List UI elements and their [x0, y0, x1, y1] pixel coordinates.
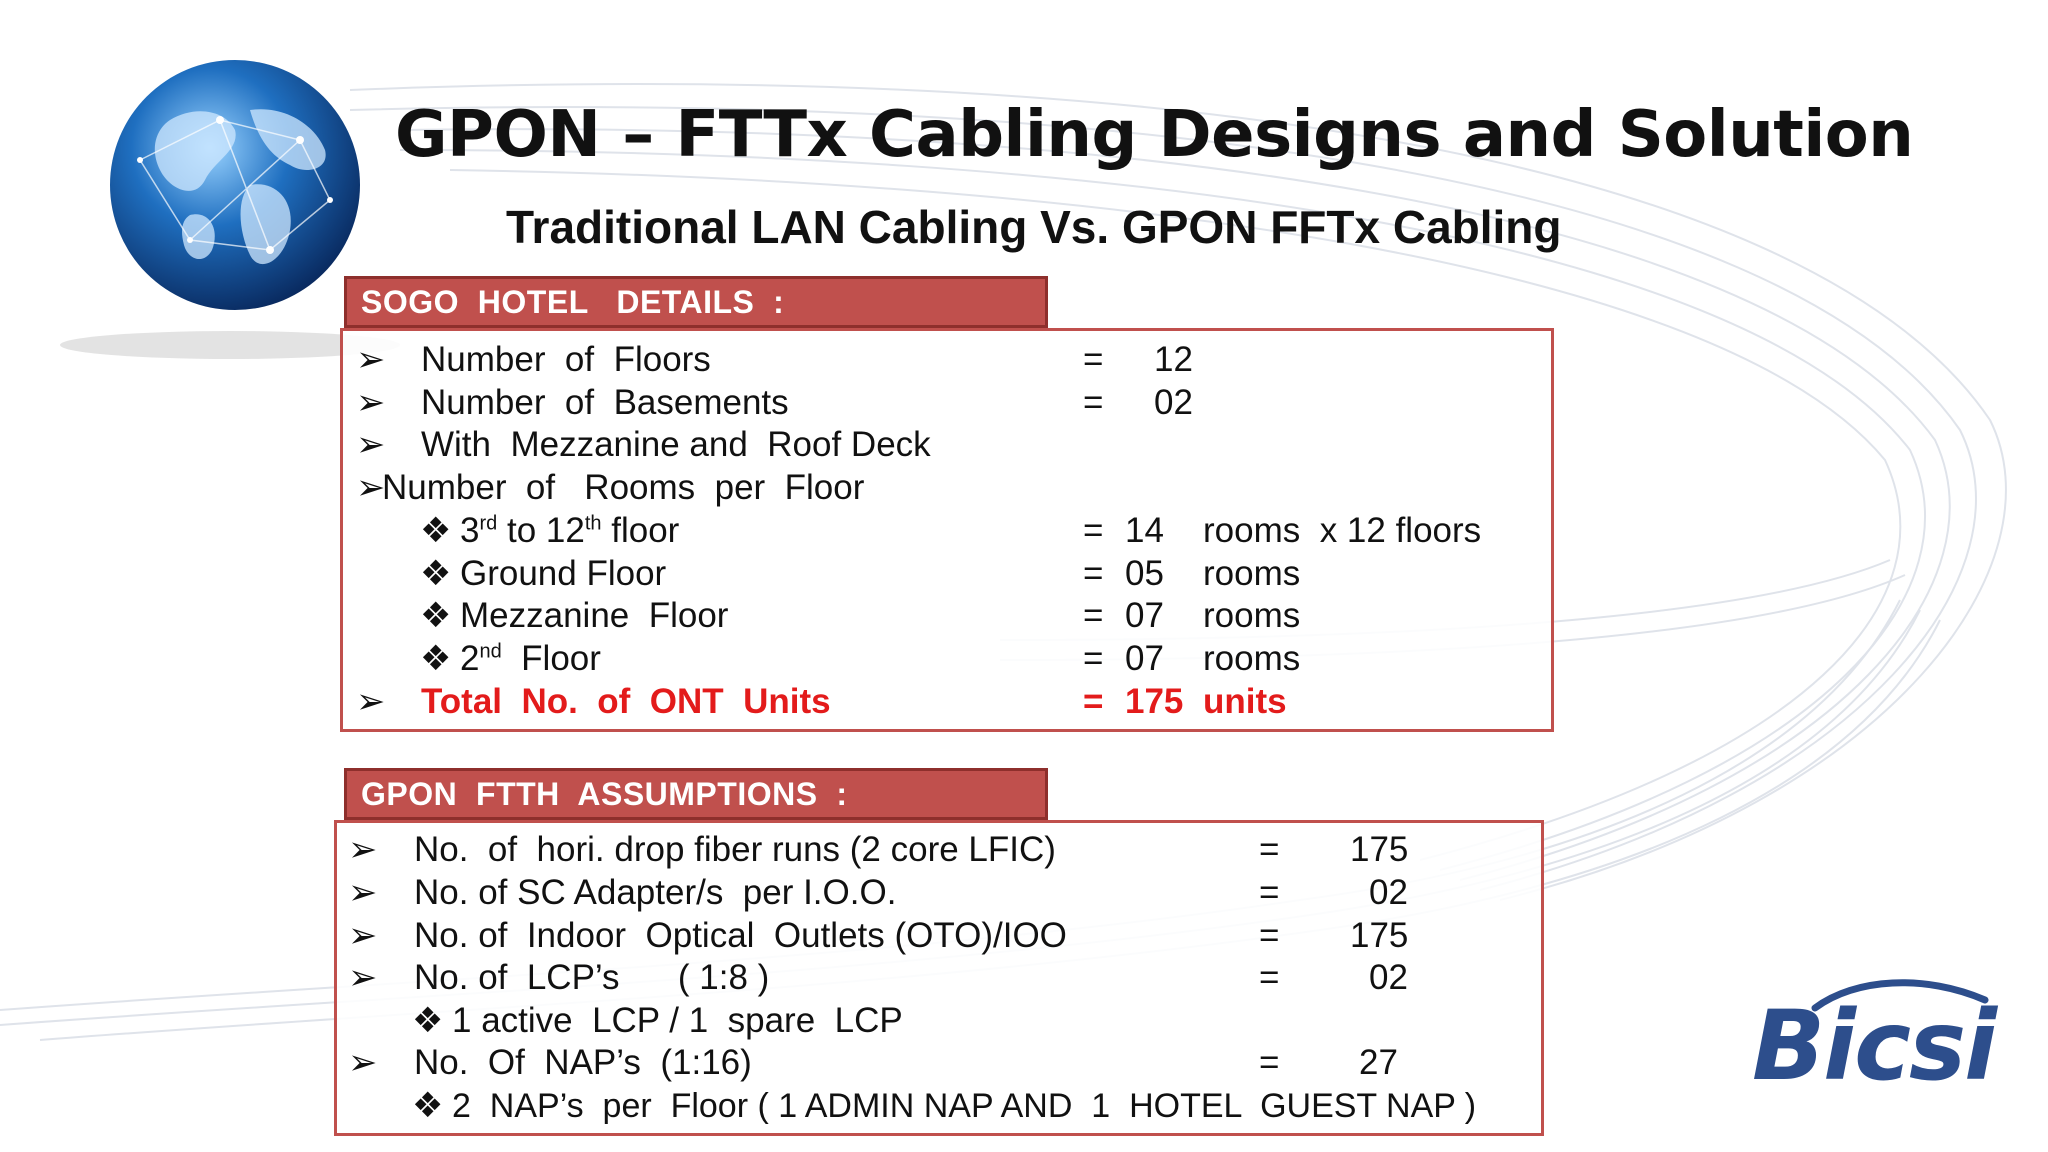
list-item: ➢: [348, 958, 378, 997]
list-item-equals: =: [1083, 383, 1104, 422]
total-ont-value: 175: [1125, 682, 1184, 721]
list-item: ➢: [348, 916, 378, 955]
list-item-value: 02: [1154, 383, 1193, 422]
list-item-equals: =: [1259, 873, 1280, 912]
list-item: ➢: [356, 425, 386, 464]
list-item: ➢: [356, 468, 386, 507]
list-item-value: 07: [1125, 596, 1164, 635]
assumptions-header: GPON FTTH ASSUMPTIONS :: [344, 768, 1048, 820]
list-item-label: Ground Floor: [460, 554, 667, 593]
list-item-equals: =: [1259, 1043, 1280, 1082]
list-item-value: 27: [1359, 1043, 1398, 1082]
slide-subtitle: Traditional LAN Cabling Vs. GPON FFTx Cabling: [506, 201, 1562, 253]
list-item-equals: =: [1083, 511, 1104, 550]
list-item-extra: rooms: [1203, 639, 1301, 678]
list-item: ❖: [420, 511, 452, 550]
list-item-equals: =: [1259, 830, 1280, 869]
list-item-label: Number of Rooms per Floor: [382, 468, 865, 507]
list-item-equals: =: [1083, 596, 1104, 635]
list-item-label: No. of Indoor Optical Outlets (OTO)/IOO: [414, 916, 1067, 955]
list-item-equals: =: [1083, 340, 1104, 379]
list-item-label: No. of LCP’s ( 1:8 ): [414, 958, 770, 997]
list-item-label: 2nd Floor: [460, 639, 601, 678]
list-item-label: 3rd to 12th floor: [460, 511, 680, 550]
list-item-equals: =: [1083, 554, 1104, 593]
list-item-value: 14: [1125, 511, 1164, 550]
globe-icon: [100, 50, 370, 320]
list-item-label: No. Of NAP’s (1:16): [414, 1043, 752, 1082]
list-item-equals: =: [1083, 639, 1104, 678]
list-item-value: 05: [1125, 554, 1164, 593]
list-item: ➢: [356, 340, 386, 379]
list-item-value: 02: [1369, 958, 1408, 997]
hotel-details-header: SOGO HOTEL DETAILS :: [344, 276, 1048, 328]
list-item-label: No. of hori. drop fiber runs (2 core LFIC): [414, 830, 1056, 869]
list-item: ❖: [420, 596, 452, 635]
list-item-equals: =: [1259, 916, 1280, 955]
list-item-label: Number of Floors: [421, 340, 711, 379]
list-item: ➢: [356, 682, 386, 721]
list-item-extra: rooms: [1203, 554, 1301, 593]
list-item-label: No. of SC Adapter/s per I.O.O.: [414, 873, 897, 912]
list-item: ➢: [356, 383, 386, 422]
list-item: ❖: [412, 1086, 444, 1125]
list-item-value: 175: [1350, 916, 1409, 955]
list-item: ❖: [412, 1001, 444, 1040]
list-item: ❖: [420, 554, 452, 593]
list-item-label: 2 NAP’s per Floor ( 1 ADMIN NAP AND 1 HOTEL GUEST NAP ): [452, 1087, 1477, 1125]
list-item: ➢: [348, 873, 378, 912]
list-item-label: Mezzanine Floor: [460, 596, 729, 635]
total-ont-label: Total No. of ONT Units: [421, 682, 831, 721]
total-ont-equals: =: [1083, 682, 1104, 721]
list-item: ➢: [348, 1043, 378, 1082]
list-item-equals: =: [1259, 958, 1280, 997]
list-item-label: Number of Basements: [421, 383, 789, 422]
list-item: ➢: [348, 830, 378, 869]
list-item-extra: rooms: [1203, 596, 1301, 635]
list-item-value: 02: [1369, 873, 1408, 912]
list-item: ❖: [420, 639, 452, 678]
list-item-label: With Mezzanine and Roof Deck: [421, 425, 931, 464]
bicsi-logo: Bicsi: [1752, 990, 1996, 1102]
list-item-extra: rooms x 12 floors: [1203, 511, 1482, 550]
slide-title: GPON – FTTx Cabling Designs and Solution: [395, 98, 1914, 172]
total-ont-unit: units: [1203, 682, 1287, 721]
list-item-value: 07: [1125, 639, 1164, 678]
list-item-value: 175: [1350, 830, 1409, 869]
list-item-value: 12: [1154, 340, 1193, 379]
list-item-label: 1 active LCP / 1 spare LCP: [452, 1001, 903, 1040]
